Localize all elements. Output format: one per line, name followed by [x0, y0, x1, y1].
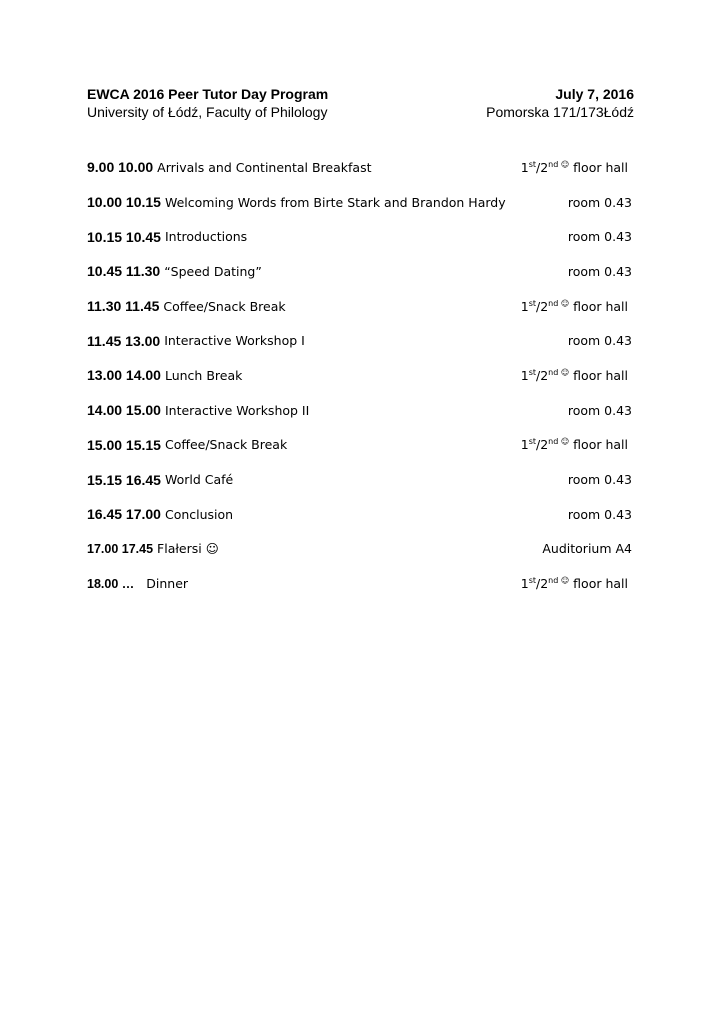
schedule-location: room 0.43	[567, 333, 632, 349]
schedule-activity: Conclusion	[164, 506, 234, 522]
schedule-list	[87, 150, 632, 601]
program-title: EWCA 2016 Peer Tutor Day Program	[87, 86, 329, 102]
schedule-row	[87, 358, 632, 393]
schedule-location: room 0.43	[567, 263, 632, 279]
schedule-location	[521, 437, 628, 452]
schedule-activity: World Café	[164, 472, 234, 488]
schedule-activity: Flałersi ☺	[157, 541, 219, 557]
schedule-time: 9.00 10.00	[87, 159, 154, 176]
schedule-location: room 0.43	[567, 402, 632, 418]
schedule-row	[87, 566, 632, 601]
schedule-time: 10.00 10.15	[87, 194, 161, 211]
floor-hall-first: 1	[520, 159, 529, 175]
floor-hall-rest: floor hall	[569, 576, 628, 592]
schedule-activity: Introductions	[164, 229, 248, 245]
schedule-location: room 0.43	[567, 229, 632, 245]
schedule-activity: Coffee/Snack Break	[163, 298, 286, 314]
floor-hall-first-sup: st	[528, 437, 536, 447]
header-row-1	[87, 86, 634, 104]
schedule-time: 11.45 13.00	[87, 332, 161, 349]
schedule-row	[87, 497, 632, 532]
schedule-time: 15.15 16.45	[87, 471, 161, 488]
schedule-time: 10.45 11.30	[87, 263, 161, 280]
floor-hall-rest: floor hall	[569, 367, 628, 383]
schedule-location: Auditorium A4	[542, 541, 632, 557]
schedule-time: 15.00 15.15	[87, 436, 161, 453]
floor-hall-first-sup: st	[528, 159, 536, 169]
floor-hall-first-sup: st	[528, 576, 536, 586]
schedule-row	[87, 323, 632, 358]
floor-hall-second-sup: nd ☺	[548, 298, 570, 308]
floor-hall-slash: /2	[536, 437, 549, 453]
schedule-location	[521, 160, 628, 175]
schedule-row	[87, 185, 632, 220]
schedule-activity: “Speed Dating”	[164, 263, 262, 279]
floor-hall-second-sup: nd ☺	[548, 437, 570, 447]
schedule-location	[521, 576, 628, 591]
schedule-activity: Coffee/Snack Break	[164, 437, 288, 453]
floor-hall-second-sup: nd ☺	[548, 159, 570, 169]
schedule-location: room 0.43	[567, 472, 632, 488]
schedule-time: 16.45 17.00	[87, 506, 161, 523]
schedule-time: 13.00 14.00	[87, 367, 161, 384]
floor-hall-first-sup: st	[528, 367, 536, 377]
address: Pomorska 171/173Łódź	[486, 104, 634, 120]
floor-hall-slash: /2	[536, 159, 549, 175]
floor-hall-rest: floor hall	[569, 159, 628, 175]
schedule-row	[87, 289, 632, 324]
floor-hall-slash: /2	[536, 298, 549, 314]
schedule-row	[87, 150, 632, 185]
schedule-activity: Lunch Break	[164, 367, 243, 383]
schedule-row	[87, 219, 632, 254]
floor-hall-first: 1	[520, 576, 529, 592]
schedule-time: 10.15 10.45	[87, 228, 161, 245]
schedule-row	[87, 428, 632, 463]
schedule-activity: Welcoming Words from Birte Stark and Brandon Hardy	[164, 194, 506, 210]
floor-hall-second-sup: nd ☺	[548, 576, 570, 586]
floor-hall-first: 1	[520, 367, 529, 383]
schedule-activity: Arrivals and Continental Breakfast	[157, 159, 372, 175]
schedule-location	[521, 368, 628, 383]
schedule-time: 14.00 15.00	[87, 402, 161, 419]
schedule-location: room 0.43	[567, 506, 632, 522]
schedule-activity: Interactive Workshop I	[164, 333, 305, 349]
schedule-row	[87, 532, 632, 567]
program-date: July 7, 2016	[555, 86, 634, 102]
schedule-row	[87, 254, 632, 289]
schedule-row	[87, 462, 632, 497]
schedule-time: 18.00 …	[87, 576, 135, 591]
floor-hall-rest: floor hall	[569, 437, 628, 453]
program-header	[87, 86, 634, 122]
institution: University of Łódź, Faculty of Philology	[87, 104, 328, 120]
schedule-location: room 0.43	[567, 194, 632, 210]
schedule-row	[87, 393, 632, 428]
floor-hall-first: 1	[520, 298, 529, 314]
floor-hall-slash: /2	[536, 576, 549, 592]
schedule-time: 17.00 17.45	[87, 541, 154, 556]
floor-hall-slash: /2	[536, 367, 549, 383]
floor-hall-rest: floor hall	[569, 298, 628, 314]
schedule-time: 11.30 11.45	[87, 298, 160, 315]
floor-hall-first-sup: st	[528, 298, 536, 308]
schedule-activity: Interactive Workshop II	[164, 402, 310, 418]
schedule-activity: Dinner	[146, 576, 189, 592]
floor-hall-first: 1	[520, 437, 529, 453]
schedule-location	[521, 299, 628, 314]
floor-hall-second-sup: nd ☺	[548, 367, 570, 377]
header-row-2	[87, 104, 634, 122]
